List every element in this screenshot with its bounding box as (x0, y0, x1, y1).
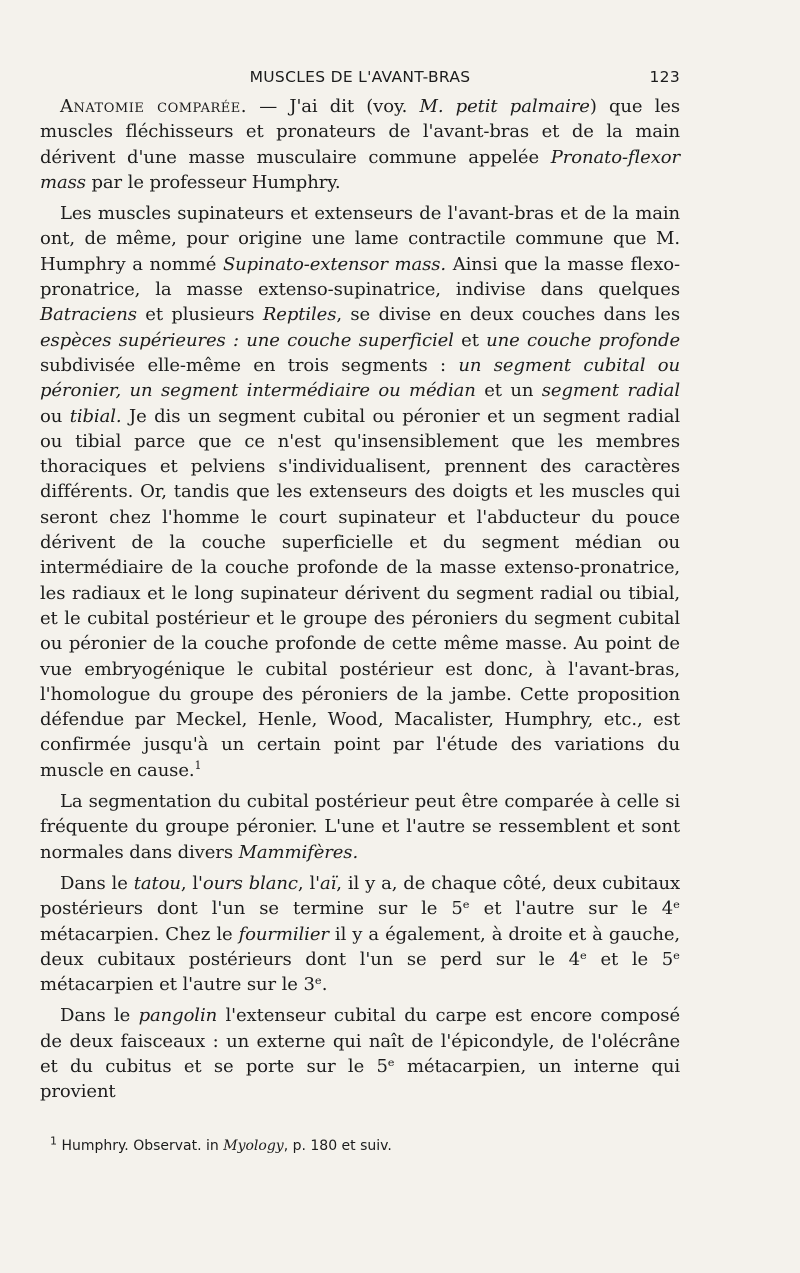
seg: Batraciens (40, 304, 137, 326)
footnote-marker: 1 (50, 1134, 57, 1148)
seg: pangolin (138, 1005, 218, 1027)
seg: Reptiles (262, 304, 337, 326)
seg: fourmilier (238, 923, 329, 945)
seg: , se divise en deux couches dans les (336, 304, 680, 326)
seg: et (453, 329, 487, 351)
seg: Dans le (60, 1005, 139, 1027)
seg: l'extenseur cubital du carpe est encore composé de deux faisceaux : un externe qui naît de l'épicondyle, de l'olécrâne et du cubitus et se porte sur le 5ᵉ métacarpien, un interne qui provient (40, 1005, 680, 1103)
seg: et un (475, 380, 542, 402)
seg: La segmentation du cubital postérieur peut être comparée à celle si fréquente du groupe péronier. L'une et l'autre se ressemblent et sont normales dans divers (40, 791, 680, 863)
seg: Myology (223, 1138, 284, 1154)
seg: Supinato-extensor mass. (222, 253, 447, 275)
seg: Pronato-flexor mass (40, 146, 680, 193)
seg: par le professeur Humphry. (85, 171, 341, 193)
seg: Dans le (60, 872, 134, 894)
seg: ours blanc (202, 872, 298, 894)
seg: — J'ai dit (voy. (246, 96, 420, 117)
footnote (50, 1136, 680, 1156)
running-header (40, 68, 680, 96)
seg: Je dis un segment cubital ou péronier et un segment radial ou tibial parce que ce n'est qu'insensiblement que les membres thoraciques et pelviens s'individualisent, prennent des caractères différents. Or, tandis que les extenseurs des doigts et les muscles qui seront chez l'homme le court supinateur et l'abducteur du pouce dérivent de la couche superficielle et du segment médian ou intermédiaire de la couche profonde de la masse extenso-pronatrice, les radiaux et le long supinateur dérivent du segment radial ou tibial, et le cubital postérieur et le groupe des péroniers du segment cubital ou péronier de la couche profonde de cette même masse. Au point de vue embryogénique le cubital postérieur est donc, à l'avant-bras, l'homologue du groupe des péroniers de la jambe. Cette proposition défendue par Meckel, Henle, Wood, Macalister, Humphry, etc., est confirmée jusqu'à un certain point par l'étude des variations du muscle en cause. (40, 405, 680, 781)
paragraph (40, 789, 680, 865)
seg: une couche profonde (486, 329, 680, 351)
seg: ) que les muscles fléchisseurs et pronateurs de l'avant-bras et de la main dérivent d'une masse musculaire commune appelée (40, 96, 680, 168)
seg: , il y a, de chaque côté, deux cubitaux postérieurs dont l'un se termine sur le 5ᵉ et l'autre sur le 4ᵉ métacarpien. Chez le (40, 872, 681, 945)
paragraph (40, 201, 680, 783)
seg: aï (319, 872, 337, 894)
running-head-title: MUSCLES DE L'AVANT-BRAS (249, 68, 471, 86)
seg: M. petit palmaire (419, 96, 590, 117)
paragraph (40, 94, 680, 195)
section-lead: Anatomie comparée. (60, 96, 247, 117)
seg: et plusieurs (136, 304, 263, 326)
seg: segment radial (541, 380, 680, 402)
seg: tibial. (69, 405, 122, 427)
seg: Ainsi que la masse flexo-pronatrice, la masse extenso-supinatrice, indivise dans quelques (40, 253, 681, 301)
seg: espèces supérieures : une couche superficiel (40, 329, 454, 351)
paragraph (40, 871, 680, 997)
page-number: 123 (649, 68, 680, 86)
seg: il y a également, à droite et à gauche, deux cubitaux postérieurs dont l'un se perd sur le 4ᵉ et le 5ᵉ métacarpien et l'autre sur le 3ᵉ. (40, 923, 681, 996)
seg: , l' (180, 872, 203, 894)
seg: , p. 180 et suiv. (283, 1138, 392, 1154)
seg: tatou (133, 872, 181, 894)
paragraph (40, 1003, 680, 1104)
seg: un segment cubital ou péronier, un segment intermédiaire ou médian (40, 354, 680, 402)
body-text (40, 94, 680, 1111)
seg: subdivisée elle-même en trois segments : (40, 354, 459, 376)
seg: ou (40, 405, 70, 427)
footnote-reference: 1 (194, 758, 202, 772)
seg: Mammifères. (238, 841, 359, 863)
seg: Humphry. Observat. in (57, 1138, 224, 1154)
seg: , l' (297, 872, 320, 894)
seg: Les muscles supinateurs et extenseurs de l'avant-bras et de la main ont, de même, pour origine une lame contractile commune que M. Humphry a nommé (40, 203, 680, 275)
